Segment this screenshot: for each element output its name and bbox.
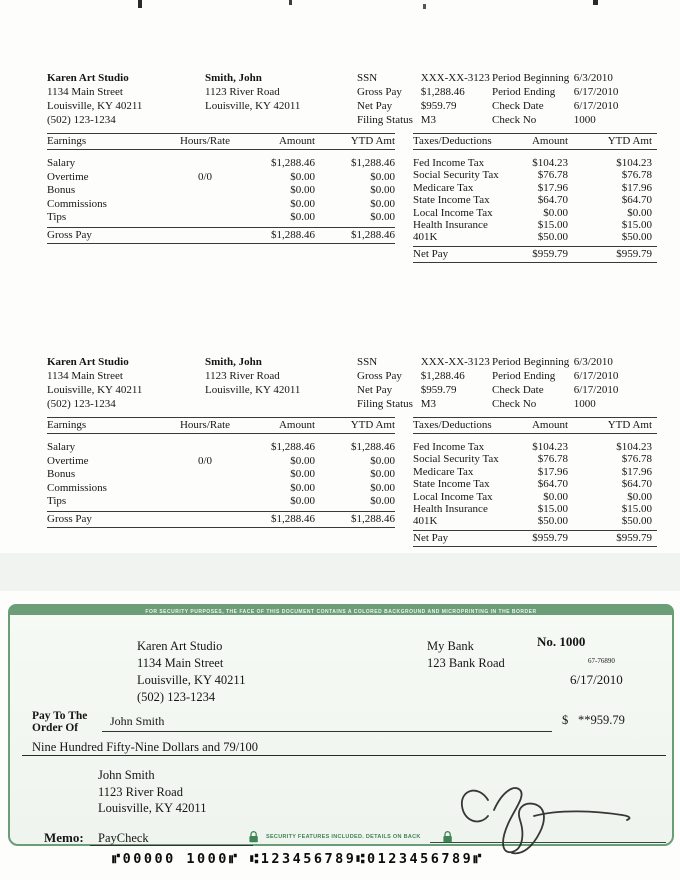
employee-address1: 1123 River Road [205, 370, 280, 382]
earnings-row: Commissions $0.00 $0.00 [47, 197, 395, 210]
employee-address2: Louisville, KY 42011 [205, 100, 301, 112]
bank-fraction-code: 67-76890 [588, 657, 615, 665]
earnings-row: Tips $0.00 $0.00 [47, 495, 395, 508]
earnings-row: Overtime 0/0 $0.00 $0.00 [47, 454, 395, 467]
summary-row [357, 383, 490, 397]
summary-label: SSN [357, 356, 378, 368]
deductions-header: Taxes/Deductions Amount YTD Amt [413, 417, 657, 434]
deduction-row: Medicare Tax $17.96 $17.96 [413, 181, 652, 194]
deduction-row: Social Security Tax $76.78 $76.78 [413, 453, 652, 466]
period-row [492, 85, 618, 99]
deduction-row: 401K $50.00 $50.00 [413, 515, 652, 528]
summary-row [357, 71, 490, 85]
period-value: 1000 [573, 114, 596, 126]
deduction-row: State Income Tax $64.70 $64.70 [413, 478, 652, 491]
payee-name: John Smith [110, 714, 165, 728]
employer-block [47, 355, 142, 411]
period-row [492, 383, 618, 397]
micr-line: ⑈00000 1000⑈ ⑆123456789⑆0123456789⑈ [112, 851, 484, 867]
period-label: Check Date [492, 100, 544, 112]
deductions-header: Taxes/Deductions Amount YTD Amt [413, 133, 657, 150]
signature-line [430, 842, 666, 843]
period-label: Check Date [492, 384, 544, 396]
period-value: 1000 [573, 398, 596, 410]
employee-block [205, 71, 300, 113]
summary-label: Filing Status [357, 114, 413, 126]
pay-period [492, 355, 618, 411]
employee-address1: 1123 River Road [205, 86, 280, 98]
deductions-rows [413, 157, 657, 244]
period-row [492, 397, 618, 411]
summary-value: $959.79 [420, 100, 457, 112]
deduction-row: Medicare Tax $17.96 $17.96 [413, 465, 652, 478]
period-row [492, 369, 618, 383]
scan-artifact [138, 0, 142, 8]
earnings-header: Earnings Hours/Rate Amount YTD Amt [47, 417, 395, 434]
earnings-table [47, 133, 395, 244]
summary-label: Filing Status [357, 398, 413, 410]
summary-value: $1,288.46 [420, 370, 465, 382]
period-value: 6/17/2010 [573, 86, 619, 98]
gross-pay-row: Gross Pay $1,288.46 $1,288.46 [47, 511, 395, 528]
earnings-row: Salary $1,288.46 $1,288.46 [47, 157, 395, 169]
payer-phone: (502) 123-1234 [137, 690, 216, 704]
deduction-row: Health Insurance $15.00 $15.00 [413, 502, 652, 515]
pay-stub-copy-2 [0, 344, 680, 559]
scan-artifact [289, 0, 292, 5]
payee-underline [102, 731, 552, 732]
memo-value: PayCheck [98, 831, 149, 845]
lock-icon [248, 830, 259, 843]
employer-phone: (502) 123-1234 [47, 114, 116, 126]
summary-row [357, 369, 490, 383]
employer-address2: Louisville, KY 40211 [47, 384, 143, 396]
scan-artifact [423, 4, 426, 9]
deduction-row: Local Income Tax $0.00 $0.00 [413, 206, 652, 219]
summary-row [357, 85, 490, 99]
deduction-row: Health Insurance $15.00 $15.00 [413, 218, 652, 231]
security-banner [8, 604, 674, 615]
employee-block [205, 355, 300, 397]
employer-name: Karen Art Studio [47, 356, 129, 368]
check-payer-block [137, 638, 245, 706]
deductions-table [413, 417, 657, 547]
deduction-row: Social Security Tax $76.78 $76.78 [413, 169, 652, 182]
scan-artifact [593, 0, 598, 5]
bank-address: 123 Bank Road [427, 656, 505, 670]
dollar-sign: $ [562, 713, 569, 727]
employer-address2: Louisville, KY 40211 [47, 100, 143, 112]
earnings-row: Bonus $0.00 $0.00 [47, 468, 395, 481]
earnings-row: Salary $1,288.46 $1,288.46 [47, 441, 395, 453]
period-row [492, 99, 618, 113]
summary-label: Gross Pay [357, 370, 402, 382]
period-label: Check No [492, 114, 537, 126]
earnings-header: Earnings Hours/Rate Amount YTD Amt [47, 133, 395, 150]
amount-numeric: **959.79 [578, 713, 625, 727]
security-note: SECURITY FEATURES INCLUDED. DETAILS ON BACK [266, 834, 421, 840]
security-banner-text: FOR SECURITY PURPOSES, THE FACE OF THIS DOCUMENT CONTAINS A COLORED BACKGROUND AND MICROPRINTING IN THE BORDER [145, 609, 537, 615]
employer-block [47, 71, 142, 127]
period-label: Period Ending [492, 86, 556, 98]
summary-value: XXX-XX-3123 [420, 356, 490, 368]
pay-period [492, 71, 618, 127]
check-number: No. 1000 [537, 634, 586, 649]
summary-row [357, 99, 490, 113]
memo-underline [90, 845, 253, 846]
summary-value: $1,288.46 [420, 86, 465, 98]
gross-pay-row: Gross Pay $1,288.46 $1,288.46 [47, 227, 395, 244]
earnings-rows [47, 157, 395, 225]
period-value: 6/17/2010 [573, 100, 619, 112]
earnings-row: Commissions $0.00 $0.00 [47, 481, 395, 494]
period-label: Check No [492, 398, 537, 410]
employee-name: Smith, John [205, 356, 262, 368]
employer-address1: 1134 Main Street [47, 370, 123, 382]
payer-name: Karen Art Studio [137, 639, 223, 653]
payer-address1: 1134 Main Street [137, 656, 224, 670]
period-value: 6/3/2010 [573, 356, 613, 368]
deduction-row: Fed Income Tax $104.23 $104.23 [413, 441, 652, 453]
period-row [492, 113, 618, 127]
deduction-row: State Income Tax $64.70 $64.70 [413, 194, 652, 207]
period-value: 6/17/2010 [573, 370, 619, 382]
lock-icon [442, 830, 453, 843]
employee-name: Smith, John [205, 72, 262, 84]
check-date: 6/17/2010 [570, 672, 623, 687]
pay-stub-copy-1 [0, 60, 680, 275]
earnings-rows [47, 441, 395, 509]
summary-value: M3 [420, 114, 437, 126]
amount-words-underline [22, 755, 666, 756]
amount-in-words: Nine Hundred Fifty-Nine Dollars and 79/100 [32, 740, 259, 754]
employer-name: Karen Art Studio [47, 72, 129, 84]
earnings-row: Overtime 0/0 $0.00 $0.00 [47, 170, 395, 183]
period-row [492, 355, 618, 369]
summary-row [357, 355, 490, 369]
pay-to-the-order-of-label: Pay To The Order Of [32, 710, 88, 734]
net-pay-row: Net Pay $959.79 $959.79 [413, 246, 657, 263]
deduction-row: Local Income Tax $0.00 $0.00 [413, 490, 652, 503]
payee-address-block: John Smith 1123 River Road Louisville, KY 42011 [98, 768, 207, 815]
pay-summary [357, 71, 490, 127]
summary-row [357, 397, 490, 411]
period-value: 6/3/2010 [573, 72, 613, 84]
payer-address2: Louisville, KY 40211 [137, 673, 246, 687]
deduction-row: Fed Income Tax $104.23 $104.23 [413, 157, 652, 169]
period-row [492, 71, 618, 85]
summary-row [357, 113, 490, 127]
deductions-rows [413, 441, 657, 528]
summary-label: Net Pay [357, 384, 393, 396]
summary-label: Net Pay [357, 100, 393, 112]
period-label: Period Ending [492, 370, 556, 382]
employee-address2: Louisville, KY 42011 [205, 384, 301, 396]
summary-label: SSN [357, 72, 378, 84]
period-value: 6/17/2010 [573, 384, 619, 396]
earnings-row: Tips $0.00 $0.00 [47, 211, 395, 224]
net-pay-row: Net Pay $959.79 $959.79 [413, 530, 657, 547]
period-label: Period Beginning [492, 72, 570, 84]
pay-summary [357, 355, 490, 411]
deduction-row: 401K $50.00 $50.00 [413, 231, 652, 244]
summary-value: M3 [420, 398, 437, 410]
summary-label: Gross Pay [357, 86, 402, 98]
summary-value: $959.79 [420, 384, 457, 396]
memo-label: Memo: [44, 830, 84, 845]
employer-address1: 1134 Main Street [47, 86, 123, 98]
deductions-table [413, 133, 657, 263]
employer-phone: (502) 123-1234 [47, 398, 116, 410]
bank-name: My Bank [427, 639, 474, 653]
bank-block [427, 638, 505, 672]
signature [450, 778, 640, 856]
summary-value: XXX-XX-3123 [420, 72, 490, 84]
period-label: Period Beginning [492, 356, 570, 368]
earnings-table [47, 417, 395, 528]
check [8, 604, 674, 846]
earnings-row: Bonus $0.00 $0.00 [47, 184, 395, 197]
